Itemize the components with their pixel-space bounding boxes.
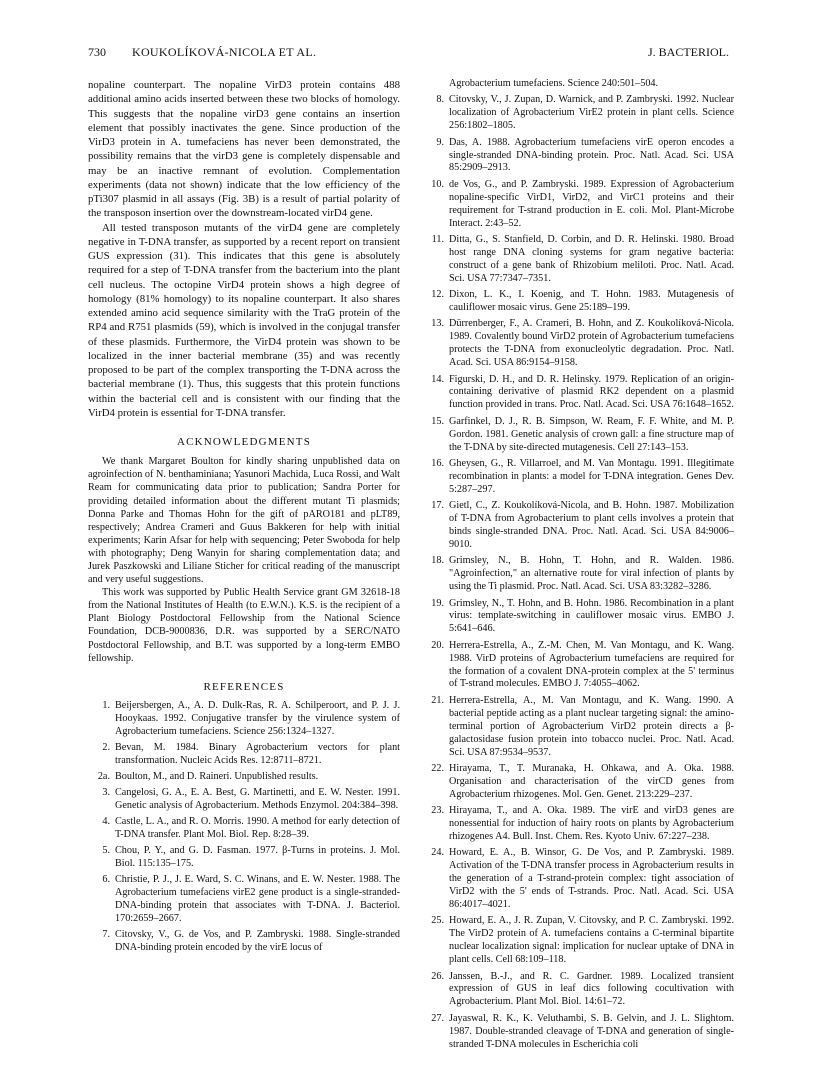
reference-text: Dürrenberger, F., A. Crameri, B. Hohn, and Z. Koukolíková-Nicola. 1989. Covalently bound VirD2 protein of Agrobacterium tumefaciens protects the T-DNA from exonucleolytic degradation. Proc. Natl. Acad. Sci. USA 86:9154–9158. <box>449 318 734 369</box>
reference-number: 16. <box>431 457 444 469</box>
reference-item <box>88 787 400 813</box>
reference-text: Dixon, L. K., I. Koenig, and T. Hohn. 1983. Mutagenesis of cauliflower mosaic virus. Gene 25:189–199. <box>449 289 734 313</box>
reference-text: Gietl, C., Z. Koukolíková-Nicola, and B. Hohn. 1987. Mobilization of T-DNA from Agrobacterium to plant cells involves a protein that binds single-stranded DNA. Proc. Natl. Acad. Sci. USA 84:9006–9010. <box>449 500 734 550</box>
reference-item <box>422 318 734 370</box>
journal-name: J. BACTERIOL. <box>648 45 729 59</box>
reference-number: 2. <box>102 741 110 753</box>
reference-text: Janssen, B.-J., and R. C. Gardner. 1989. Localized transient expression of GUS in leaf dics following cocultivation with Agrobacterium. Plant Mol. Biol. 14:61–72. <box>449 970 734 1008</box>
reference-item <box>422 78 734 91</box>
reference-item <box>422 94 734 133</box>
running-head: KOUKOLÍKOVÁ-NICOLA ET AL. <box>132 45 317 59</box>
reference-number: 24. <box>431 847 444 859</box>
reference-number: 6. <box>102 874 110 885</box>
reference-list-left <box>88 700 400 955</box>
reference-number: 11. <box>431 233 444 245</box>
reference-number: 14. <box>431 373 444 385</box>
reference-item <box>422 500 734 552</box>
reference-text: Gheysen, G., R. Villarroel, and M. Van Montagu. 1991. Illegitimate recombination in plants: a model for T-DNA integration. Genes Dev. 5:287–297. <box>449 457 734 495</box>
reference-text: Grimsley, N., B. Hohn, T. Hohn, and R. Walden. 1986. "Agroinfection," an alternative route for viral infection of plants by using the Ti plasmid. Proc. Natl. Acad. Sci. USA 83:3282–3286. <box>449 555 734 593</box>
reference-number: 7. <box>102 928 110 940</box>
body-paragraph: nopaline counterpart. The nopaline VirD3 protein contains 488 additional amino acids inserted between these two blocks of homology. This suggests that the nopaline virD3 gene contains an insertion element that possibly inactivates the gene. Since production of the VirD3 protein in A. tumefaciens has never been demonstrated, the possibility remains that the virD3 gene is completely dispensable and may be an inactive remnant of evolution. Complementation experiments (data not shown) indicate that the low efficiency of the pTi307 plasmid in all assays (Fig. 3B) is a result of partial polarity of the transposon insertion over the downstream-located virD4 gene. <box>88 79 400 220</box>
acknowledgments-heading: ACKNOWLEDGMENTS <box>176 436 312 448</box>
reference-item <box>88 845 400 871</box>
reference-text: Boulton, M., and D. Raineri. Unpublished results. <box>115 770 319 782</box>
reference-text: de Vos, G., and P. Zambryski. 1989. Expression of Agrobacterium nopaline-specific VirD1, VirD2, and VirC1 proteins and their requirement for T-strand production in E. coli. Mol. Plant-Microbe Interact. 2:43–52. <box>449 178 734 229</box>
reference-number: 13. <box>431 318 444 330</box>
reference-item <box>422 971 734 1010</box>
reference-item <box>422 458 734 497</box>
page-number: 730 <box>88 45 106 59</box>
reference-item <box>88 771 400 784</box>
reference-item <box>422 374 734 413</box>
reference-text: Christie, P. J., J. E. Ward, S. C. Winans, and E. W. Nester. 1988. The Agrobacterium tumefaciens virE2 gene product is a single-stranded-DNA-binding protein that associates with T-DNA. J. Bacteriol. 170:2659–2667. <box>115 874 400 924</box>
reference-text: Garfinkel, D. J., R. B. Simpson, W. Ream, F. F. White, and M. P. Gordon. 1981. Genetic analysis of crown gall: a fine structure map of the T-DNA by site-directed mutagenesis. Cell 27:143–153. <box>449 415 734 453</box>
reference-number: 25. <box>431 915 444 927</box>
reference-number: 21. <box>431 694 444 706</box>
acknowledgments-paragraph: We thank Margaret Boulton for kindly sharing unpublished data on agroinfection of N. benthaminiana; Yasunori Machida, Luca Rossi, and Walt Ream for communicating data prior to publication; Sandra Porter for providing detailed information about the different mutant Ti plasmids; Donna Parke and Thomas Hohn for the gift of pARO181 and pLT89, respectively; Andrea Crameri and Guus Bakkeren for help with initial experiments; Karin Afsar for help with sequencing; Peter Swoboda for help with photography; Deng Wanyin for sharing complementation data; and Jurek Paszkowski and Liliane Sticher for critical reading of the manuscript and very useful suggestions. <box>88 456 400 586</box>
reference-item <box>422 640 734 692</box>
reference-item <box>422 179 734 231</box>
reference-item <box>88 816 400 842</box>
reference-number: 19. <box>431 597 444 609</box>
body-paragraph: All tested transposon mutants of the virD4 gene are completely negative in T-DNA transfer, as supported by a recent report on transient GUS expression (31). This indicates that this gene is absolutely required for a step of T-DNA transfer from the bacterium into the plant cell nucleus. The octopine VirD4 protein shows a high degree of homology (81% homology) to its nopaline counterpart. It also shares extended amino acid sequence similarity with the TraG protein of the RP4 and R751 plasmids (59), which is involved in the conjugal transfer of these plasmids. Furthermore, the VirD4 protein was shown to be localized in the inner bacterial membrane (35) and was recently proposed to be part of the complex transporting the T-DNA across the bacterial membrane (1). Thus, this suggests that this protein functions within the bacterial cell and is consistent with our finding that the VirD4 protein is essential for T-DNA transfer. <box>88 221 400 419</box>
reference-text: Bevan, M. 1984. Binary Agrobacterium vectors for plant transformation. Nucleic Acids Res. 12:8711–8721. <box>115 741 400 766</box>
reference-number: 26. <box>431 970 444 982</box>
reference-number <box>422 78 449 91</box>
reference-item <box>422 847 734 912</box>
reference-number: 23. <box>431 805 444 817</box>
reference-text: Howard, E. A., B. Winsor, G. De Vos, and P. Zambryski. 1989. Activation of the T-DNA transfer process in Agrobacterium results in the generation of a T-strand-protein complex: tight association of VirD2 with the 5' ends of T-strands. Proc. Natl. Acad. Sci. USA 86:4017–4021. <box>449 847 734 910</box>
reference-number: 10. <box>431 178 444 190</box>
left-column <box>88 78 400 958</box>
reference-text: Jayaswal, R. K., K. Veluthambi, S. B. Gelvin, and J. L. Slightom. 1987. Double-stranded cleavage of T-DNA and generation of single-stranded T-DNA molecules in Escherichia coli <box>449 1012 734 1050</box>
reference-item <box>422 416 734 455</box>
reference-number: 8. <box>436 94 444 106</box>
reference-text: Herrera-Estrella, A., M. Van Montagu, and K. Wang. 1990. A bacterial peptide acting as a plant nuclear targeting signal: the amino-terminal portion of Agrobacterium VirD2 protein directs a β-galactosidase fusion protein into tobacco nuclei. Proc. Natl. Acad. Sci. USA 87:9534–9537. <box>449 694 734 758</box>
reference-text: Citovsky, V., J. Zupan, D. Warnick, and P. Zambryski. 1992. Nuclear localization of Agrobacterium VirE2 protein in plant cells. Science 256:1802–1805. <box>449 94 734 132</box>
acknowledgments-paragraph: This work was supported by Public Health Service grant GM 32618-18 from the National Institutes of Health (to E.W.N.). K.S. is the recipient of a Plant Biology Postdoctoral Fellowship from the National Science Foundation, DCB-9000836, D.R. was supported by a SERC/NATO Postdoctoral Fellowship, and B.T. was supported by a long-term EMBO fellowship. <box>88 587 400 664</box>
reference-text: Citovsky, V., G. de Vos, and P. Zambryski. 1988. Single-stranded DNA-binding protein encoded by the virE locus of <box>115 928 400 953</box>
references-heading: REFERENCES <box>203 680 285 693</box>
reference-number: 12. <box>431 289 444 301</box>
reference-item <box>422 1013 734 1052</box>
reference-number: 3. <box>102 787 110 798</box>
reference-text: Grimsley, N., T. Hohn, and B. Hohn. 1986. Recombination in a plant virus: template-switching in cauliflower mosaic virus. EMBO J. 5:641–646. <box>449 597 734 635</box>
reference-text: Das, A. 1988. Agrobacterium tumefaciens virE operon encodes a single-stranded DNA-binding protein. Proc. Natl. Acad. Sci. USA 85:2909–2913. <box>449 136 734 174</box>
reference-item <box>422 915 734 967</box>
reference-text: Chou, P. Y., and G. D. Fasman. 1977. β-Turns in proteins. J. Mol. Biol. 115:135–175. <box>115 845 400 869</box>
reference-item <box>422 805 734 844</box>
reference-number: 17. <box>431 500 444 512</box>
reference-text: Ditta, G., S. Stanfield, D. Corbin, and D. R. Helinski. 1980. Broad host range DNA cloning systems for gram negative bacteria: construct of a gene bank of Rhizobium meliloti. Proc. Natl. Acad. Sci. USA 77:7347–7351. <box>449 233 734 284</box>
reference-number: 20. <box>431 639 444 651</box>
reference-number: 15. <box>431 415 444 427</box>
reference-item <box>422 289 734 315</box>
reference-text: Agrobacterium tumefaciens. Science 240:501–504. <box>449 78 659 89</box>
reference-text: Hirayama, T., T. Muranaka, H. Ohkawa, and A. Oka. 1988. Organisation and characterisation of the virCD genes from Agrobacterium rhizogenes. Mol. Gen. Genet. 213:229–237. <box>449 762 734 800</box>
reference-number: 2a. <box>97 770 110 782</box>
reference-item <box>88 929 400 955</box>
reference-text: Figurski, D. H., and D. R. Helinsky. 1979. Replication of an origin-containing derivative of plasmid RK2 dependent on a plasmid function provided in trans. Proc. Natl. Acad. Sci. USA 76:1648–1652. <box>449 373 734 411</box>
reference-text: Howard, E. A., J. R. Zupan, V. Citovsky, and P. C. Zambryski. 1992. The VirD2 protein of A. tumefaciens contains a C-terminal bipartite nuclear localization signal: implication for nuclear uptake of DNA in plant cells. Cell 68:109–118. <box>449 915 734 966</box>
reference-item <box>422 137 734 176</box>
reference-text: Herrera-Estrella, A., Z.-M. Chen, M. Van Montagu, and K. Wang. 1988. VirD proteins of Agrobacterium tumefaciens are required for the formation of a covalent DNA-protein complex at the 5' terminus of T-strand molecules. EMBO J. 7:4055–4062. <box>449 639 734 690</box>
reference-number: 27. <box>431 1012 444 1024</box>
reference-number: 22. <box>431 762 444 774</box>
reference-number: 9. <box>436 136 444 148</box>
right-column <box>422 78 734 1055</box>
reference-number: 5. <box>102 845 110 856</box>
reference-item <box>422 695 734 760</box>
reference-number: 1. <box>102 700 110 711</box>
reference-item <box>422 598 734 637</box>
reference-item <box>88 742 400 768</box>
reference-text: Hirayama, T., and A. Oka. 1989. The virE and virD3 genes are nonessential for induction of hairy roots on plants by Agrobacterium rhizogenes A4. Bull. Inst. Chem. Res. Kyoto Univ. 67:227–238. <box>449 805 734 842</box>
reference-item <box>422 763 734 802</box>
reference-number: 18. <box>431 555 444 567</box>
reference-item <box>88 700 400 739</box>
reference-text: Cangelosi, G. A., E. A. Best, G. Martinetti, and E. W. Nester. 1991. Genetic analysis of Agrobacterium. Methods Enzymol. 204:384–398. <box>115 787 400 811</box>
reference-text: Castle, L. A., and R. O. Morris. 1990. A method for early detection of T-DNA transfer. Plant Mol. Biol. Rep. 8:28–39. <box>115 816 400 840</box>
reference-number: 4. <box>102 816 110 827</box>
reference-item <box>422 555 734 594</box>
reference-item <box>88 874 400 926</box>
reference-item <box>422 234 734 286</box>
reference-text: Beijersbergen, A., A. D. Dulk-Ras, R. A. Schilperoort, and P. J. J. Hooykaas. 1992. Conjugative transfer by the virulence system of Agrobacterium tumefaciens. Science 256:1324–1327. <box>115 700 400 737</box>
